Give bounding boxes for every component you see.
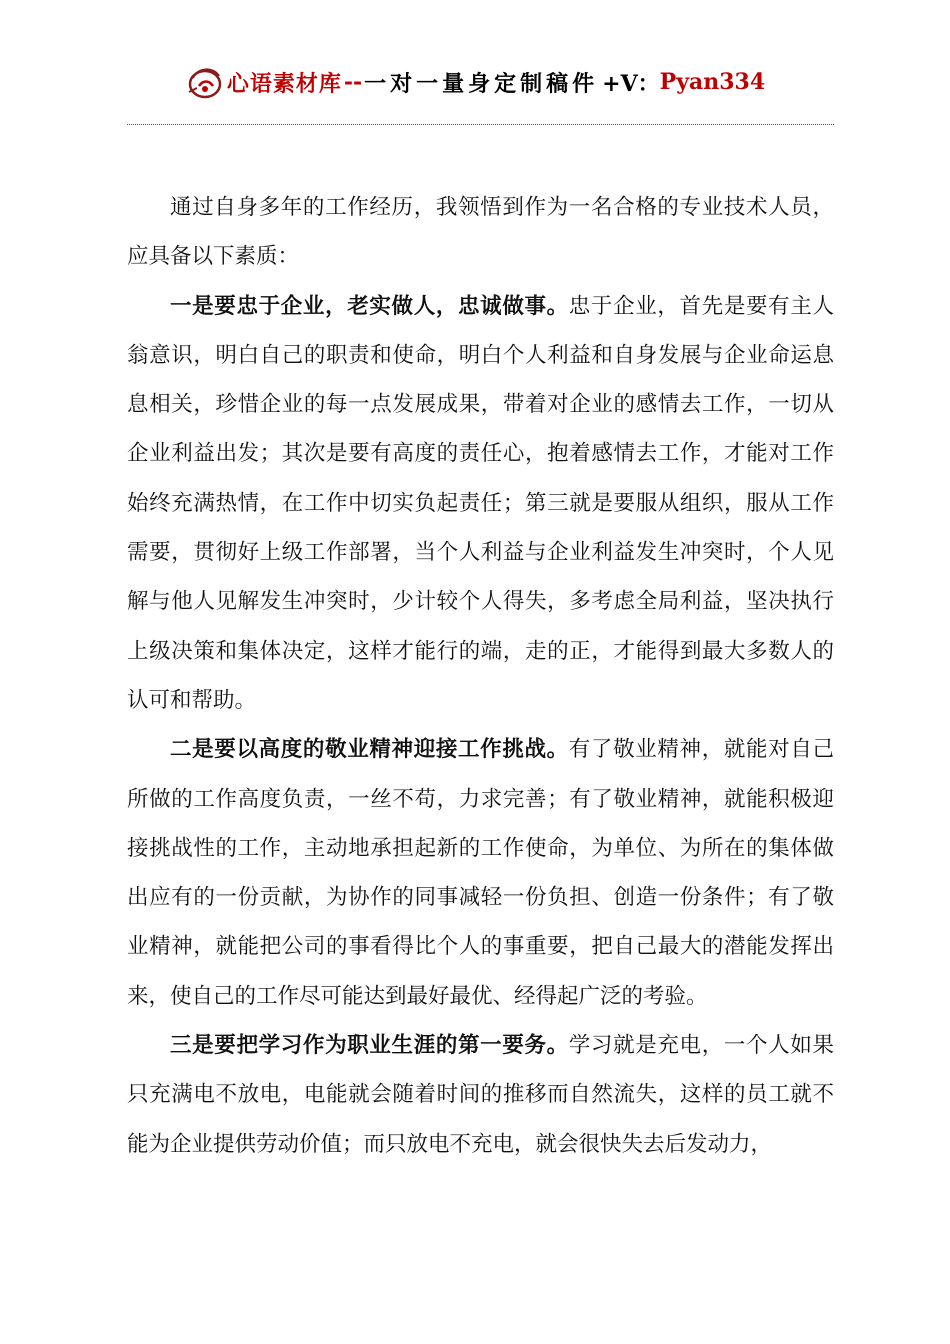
intro-paragraph: 通过自身多年的工作经历，我领悟到作为一名合格的专业技术人员，应具备以下素质：	[127, 195, 834, 270]
brand-name: 心语素材库	[226, 70, 342, 97]
point-heading: 三是要把学习作为职业生涯的第一要务。	[170, 1033, 569, 1059]
point-paragraph-2	[127, 725, 834, 1021]
page-header	[0, 58, 950, 106]
header-slogan: 一对一量身定制稿件	[364, 70, 599, 97]
point-heading: 一是要忠于企业，老实做人，忠诚做事。	[170, 293, 569, 319]
contact-prefix: +V：	[602, 70, 660, 97]
seal-logo-icon	[185, 62, 225, 102]
header-separator: --	[343, 69, 363, 95]
contact-id: Pyan334	[659, 69, 766, 95]
point-text: 学习就是充电，一个人如果只充满电不放电，电能就会随着时间的推移而自然流失，这样的员工就不能为企业提供劳动价值；而只放电不充电，就会很快失去后发动力，	[127, 1033, 834, 1157]
point-text: 忠于企业，首先是要有主人翁意识，明白自己的职责和使命，明白个人利益和自身发展与企业命运息息相关，珍惜企业的每一点发展成果，带着对企业的感情去工作，一切从企业利益出发；其次是要有高度的责任心，抱着感情去工作，才能对工作始终充满热情，在工作中切实负起责任；第三就是要服从组织，服从工作需要，贯彻好上级工作部署，当个人利益与企业利益发生冲突时，个人见解与他人见解发生冲突时，少计较个人得失，多考虑全局利益，坚决执行上级决策和集体决定，这样才能行的端，走的正，才能得到最大多数人的认可和帮助。	[127, 293, 834, 713]
point-heading: 二是要以高度的敬业精神迎接工作挑战。	[170, 737, 569, 763]
header-divider	[127, 124, 834, 125]
point-paragraph-3	[127, 1021, 834, 1169]
document-body	[127, 183, 834, 1169]
point-text: 有了敬业精神，就能对自己所做的工作高度负责，一丝不苟，力求完善；有了敬业精神，就能积极迎接挑战性的工作，主动地承担起新的工作使命，为单位、为所在的集体做出应有的一份贡献，为协作的同事减轻一份负担、创造一份条件；有了敬业精神，就能把公司的事看得比个人的事重要，把自己最大的潜能发挥出来，使自己的工作尽可能达到最好最优、经得起广泛的考验。	[127, 737, 834, 1009]
point-paragraph-1	[127, 282, 834, 726]
